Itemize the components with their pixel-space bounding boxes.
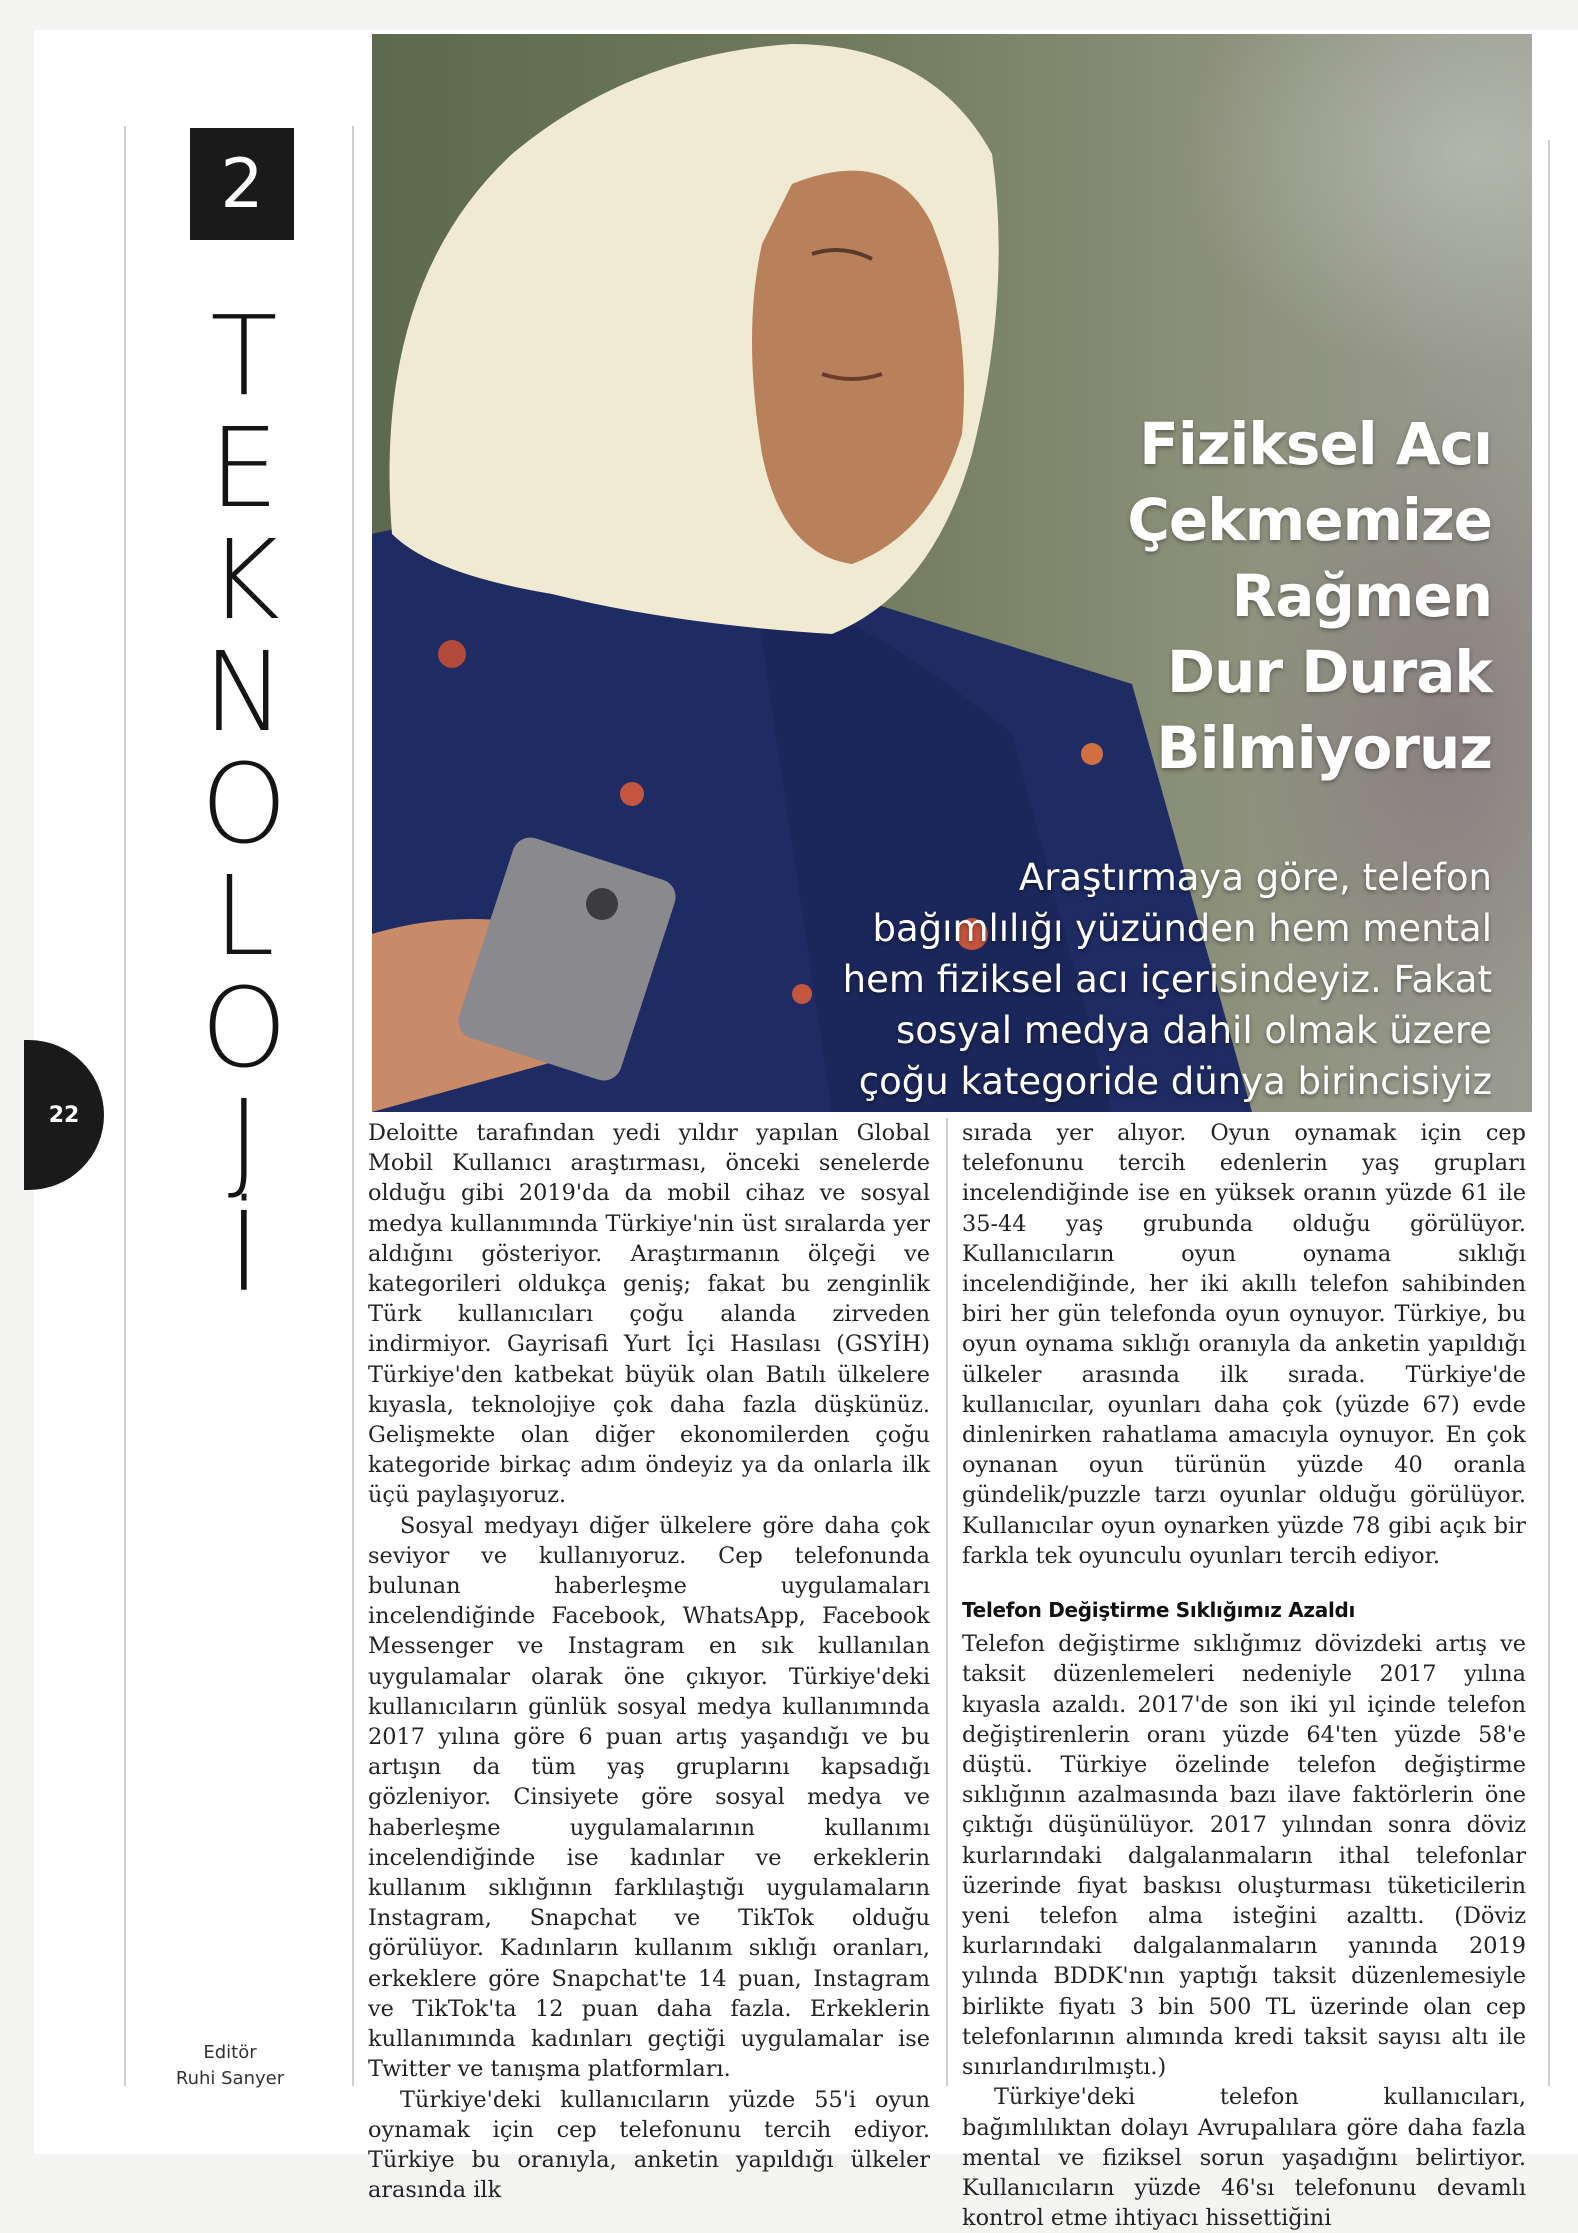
subtitle-line: Araştırmaya göre, telefon bbox=[1018, 856, 1492, 899]
editor-credit bbox=[150, 2040, 310, 2092]
subtitle-line: çoğu kategoride dünya birincisiyiz bbox=[858, 1060, 1492, 1103]
page-number: 22 bbox=[48, 1102, 80, 1128]
article-column-right bbox=[962, 1118, 1526, 2233]
subtitle-line: bağımlılığı yüzünden hem mental bbox=[872, 907, 1492, 950]
subtitle-line: hem fiziksel acı içerisindeyiz. Fakat bbox=[842, 958, 1492, 1001]
body-paragraph: sırada yer alıyor. Oyun oynamak için cep telefonunu tercih edenlerin yaş grupları incelendiğinde ise en yüksek oranın yüzde 61 ile 35-44 yaş grubunda olduğu görülüyor. Kullanıcıların oyun oynama sıklığı incelendiğinde, her iki akıllı telefon sahibinden biri her gün telefonda oyun oynuyor. Türkiye, bu oyun oynama sıklığı oranıyla da anketin yapıldığı ülkeler arasında ilk sırada. Türkiye'de kullanıcılar, oyunları daha çok (yüzde 67) evde dinlenirken rahatlama amacıyla oynuyor. En çok oynanan oyun türünün yüzde 40 oranla gündelik/puzzle tarzı oyunlar olduğu görülüyor. Kullanıcılar oyun oynarken yüzde 78 gibi açık bir farkla tek oyunculu oyunları tercih ediyor. bbox=[962, 1120, 1526, 1569]
section-letter: T bbox=[210, 292, 278, 420]
section-letter: J bbox=[227, 1076, 261, 1204]
body-paragraph: Türkiye'deki telefon kullanıcıları, bağımlılıktan dolayı Avrupalılara göre daha fazla mental ve fiziksel sorun yaşadığını belirtiyor. Kullanıcıların yüzde 46'sı telefonunu devamlı kontrol etme ihtiyacı hissettiğini bbox=[962, 2084, 1526, 2232]
hero-photo bbox=[372, 34, 1532, 1112]
headline-line: Dur Durak bbox=[1167, 638, 1492, 706]
column-rule-middle bbox=[946, 1118, 948, 2086]
subtitle-line: sosyal medya dahil olmak üzere bbox=[896, 1009, 1492, 1052]
section-letter: N bbox=[202, 628, 286, 756]
body-paragraph: Telefon değiştirme sıklığımız dövizdeki artış ve taksit düzenlemeleri nedeniyle 2017 yılına kıyasla azaldı. 2017'de son iki yıl içinde telefon değiştirenlerin oranı yüzde 64'ten yüzde 58'e düştü. Türkiye özelinde telefon değiştirme sıklığının azalmasında bazı ilave faktörlerin öne çıktığı düşünülüyor. 2017 yılından sonra döviz kurlarındaki dalgalanmaların ithal telefonlar üzerinde fiyat baskısı oluşturması tüketicilerin yeni telefon alma isteğini azalttı. (Döviz kurlarındaki dalgalanmaların yanında 2019 yılında BDDK'nın yaptığı taksit düzenlemesiyle birlikte fiyatı 3 bin 500 TL üzerinde olan cep telefonlarının alımında kredi taksit sayısı altı ile sınırlandırılmıştı.) bbox=[962, 1631, 1526, 2081]
body-paragraph: Deloitte tarafından yedi yıldır yapılan Global Mobil Kullanıcı araştırması, önceki senelerde olduğu gibi 2019'da da mobil cihaz ve sosyal medya kullanımında Türkiye'nin üst sıralarda yer aldığını gösteriyor. Araştırmanın ölçeği ve kategorileri oldukça geniş; fakat bu zenginlik Türk kullanıcıları çoğu alanda zirveden indirmiyor. Gayrisafi Yurt İçi Hasılası (GSYİH) Türkiye'den katbekat büyük olan Batılı ülkelere kıyasla, teknolojiye çok daha fazla düşkünüz. Gelişmekte olan diğer ekonomilerden çoğu kategoride birkaç adım öndeyiz ya da onlarla ilk üçü paylaşıyoruz. bbox=[368, 1120, 930, 1509]
right-margin-rule bbox=[1548, 140, 1550, 2086]
article-subtitle bbox=[843, 852, 1492, 1107]
headline-line: Çekmemize bbox=[1127, 486, 1492, 554]
editor-label: Editör bbox=[203, 2042, 257, 2063]
headline-line: Bilmiyoruz bbox=[1156, 714, 1492, 782]
section-number: 2 bbox=[220, 144, 264, 224]
left-margin-rule bbox=[124, 126, 126, 2086]
section-letter: İ bbox=[227, 1188, 261, 1316]
section-letter: L bbox=[213, 852, 275, 980]
editor-name: Ruhi Sanyer bbox=[175, 2068, 285, 2089]
article-column-left bbox=[368, 1118, 930, 2205]
headline-line: Rağmen bbox=[1231, 562, 1492, 630]
section-letter: K bbox=[207, 516, 281, 644]
section-letter: E bbox=[209, 404, 279, 532]
body-paragraph: Türkiye'deki kullanıcıların yüzde 55'i oyun oynamak için cep telefonunu tercih ediyor. Türkiye bu oranıyla, anketin yapıldığı ülkeler arasında ilk bbox=[368, 2086, 930, 2204]
section-subheading: Telefon Değiştirme Sıklığımız Azaldı bbox=[962, 1598, 1356, 1623]
column-rule-left bbox=[352, 126, 354, 2086]
section-title-vertical bbox=[176, 292, 312, 1316]
article-headline bbox=[1127, 406, 1492, 786]
body-paragraph: Sosyal medyayı diğer ülkelere göre daha çok seviyor ve kullanıyoruz. Cep telefonunda bulunan haberleşme uygulamaları incelendiğinde Facebook, WhatsApp, Facebook Messenger ve Instagram en sık kullanılan uygulamalar olarak öne çıkıyor. Türkiye'deki kullanıcıların günlük sosyal medya kullanımında 2017 yılına göre 6 puan artış yaşandığı ve bu artışın da tüm yaş gruplarını kapsadığı gözleniyor. Cinsiyete göre sosyal medya ve haberleşme uygulamalarının kullanımı incelendiğinde ise kadınlar ve erkeklerin kullanım sıklığının farklılaştığı uygulamaların Instagram, Snapchat ve TikTok olduğu görülüyor. Kadınların kullanım sıklığı oranları, erkeklere göre Snapchat'te 14 puan, Instagram ve TikTok'ta 12 puan daha fazla. Erkeklerin kullanımında kadınları geçtiği uygulamalar ise Twitter ve tanışma platformları. bbox=[368, 1512, 930, 2083]
section-number-box bbox=[190, 128, 294, 240]
headline-line: Fiziksel Acı bbox=[1139, 410, 1492, 478]
section-letter: O bbox=[200, 964, 288, 1092]
section-letter: O bbox=[200, 740, 288, 868]
